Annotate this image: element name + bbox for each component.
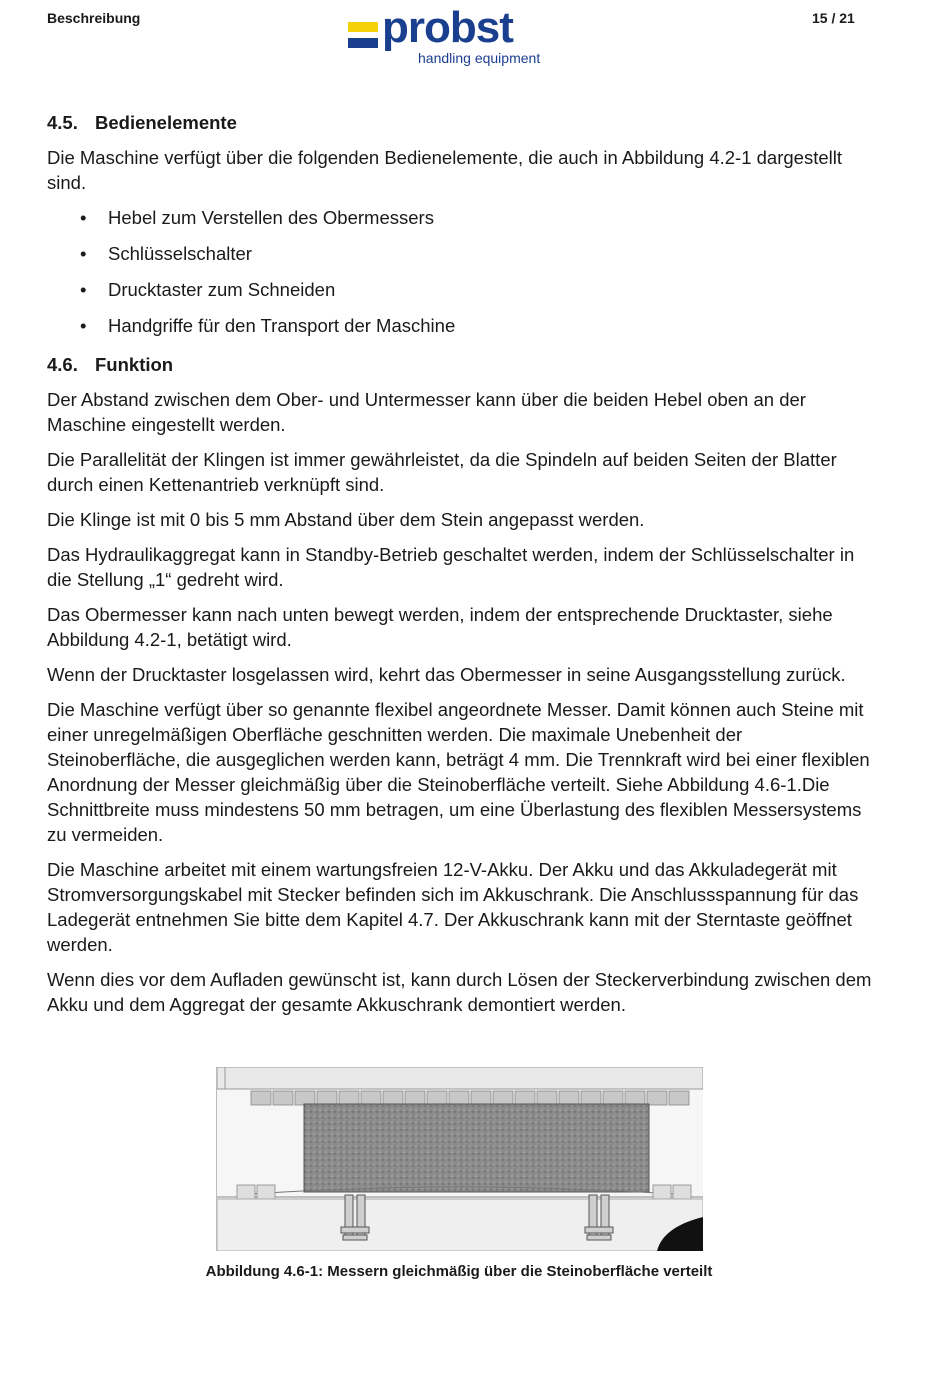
logo-yellow-bar <box>348 22 378 32</box>
bullet-icon: • <box>80 207 87 228</box>
page-body <box>47 110 877 1027</box>
logo-wordmark: probst <box>382 3 513 52</box>
running-header-section: Beschreibung <box>47 10 141 26</box>
logo-blue-bar <box>348 38 378 48</box>
paragraph: Die Maschine verfügt über so genannte flexibel angeordnete Messer. Damit können auch Steine mit einer unregelmäßigen Oberfläche geschnitten werden. Die maximale Unebenheit der Steinoberfläche, die ausgeglichen werden kann, beträgt 4 mm. Die Trennkraft wird bei einer flexiblen Anordnung der Messer gleichmäßig über die Steinoberfläche verteilt. Siehe Abbildung 4.6-1.Die Schnittbreite muss mindestens 50 mm betragen, um eine Überlastung des flexiblen Messersystems zu vermeiden. <box>47 699 870 845</box>
control-list <box>47 205 877 338</box>
knife-drawing <box>217 1067 703 1251</box>
list-item-text: Handgriffe für den Transport der Maschine <box>108 315 456 336</box>
list-item-text: Hebel zum Verstellen des Obermessers <box>108 207 434 228</box>
logo-subline: handling equipment <box>418 50 541 66</box>
paragraph: Wenn der Drucktaster losgelassen wird, kehrt das Obermesser in seine Ausgangsstellung zurück. <box>47 664 846 685</box>
bullet-icon: • <box>80 279 87 300</box>
paragraph: Das Obermesser kann nach unten bewegt werden, indem der entsprechende Drucktaster, siehe Abbildung 4.2-1, betätigt wird. <box>47 604 833 650</box>
paragraph: Der Abstand zwischen dem Ober- und Untermesser kann über die beiden Hebel oben an der Maschine eingestellt werden. <box>47 389 806 435</box>
list-item <box>47 277 877 302</box>
heading-4-5 <box>47 110 877 135</box>
paragraph: Die Parallelität der Klingen ist immer gewährleistet, da die Spindeln auf beiden Seiten der Blatter durch einen Kettenantrieb verknüpft sind. <box>47 449 837 495</box>
paragraph: Die Klinge ist mit 0 bis 5 mm Abstand über dem Stein angepasst werden. <box>47 509 645 530</box>
list-item <box>47 313 877 338</box>
paragraph: Das Hydraulikaggregat kann in Standby-Betrieb geschaltet werden, indem der Schlüsselschalter in die Stellung „1“ gedreht wird. <box>47 544 855 590</box>
list-item-text: Drucktaster zum Schneiden <box>108 279 336 300</box>
heading-4-6 <box>47 352 877 377</box>
paragraph: Die Maschine arbeitet mit einem wartungsfreien 12-V-Akku. Der Akku und das Akkuladegerät mit Stromversorgungskabel mit Stecker befinden sich im Akkuschrank. Die Anschlussspannung für das Ladegerät entnehmen Sie bitte dem Kapitel 4.7. Der Akkuschrank kann mit der Sterntaste geöffnet werden. <box>47 859 859 955</box>
paragraph: Die Maschine verfügt über die folgenden Bedienelemente, die auch in Abbildung 4.2-1 dargestellt sind. <box>47 147 843 193</box>
bullet-icon: • <box>80 315 87 336</box>
list-item-text: Schlüsselschalter <box>108 243 252 264</box>
heading-title: Bedienelemente <box>95 112 237 133</box>
probst-logo <box>348 3 568 70</box>
heading-number: 4.6. <box>47 354 78 375</box>
figure-caption: Abbildung 4.6-1: Messern gleichmäßig über die Steinoberfläche verteilt <box>205 1263 713 1280</box>
paragraph: Wenn dies vor dem Aufladen gewünscht ist, kann durch Lösen der Steckerverbindung zwischen dem Akku und dem Aggregat der gesamte Akkuschrank demontiert werden. <box>47 969 872 1015</box>
heading-title: Funktion <box>95 354 174 375</box>
bullet-icon: • <box>80 243 87 264</box>
list-item <box>47 241 877 266</box>
heading-number: 4.5. <box>47 112 78 133</box>
figure-knife-illustration <box>216 1067 703 1251</box>
page-number: 15 / 21 <box>812 10 855 26</box>
list-item <box>47 205 877 230</box>
